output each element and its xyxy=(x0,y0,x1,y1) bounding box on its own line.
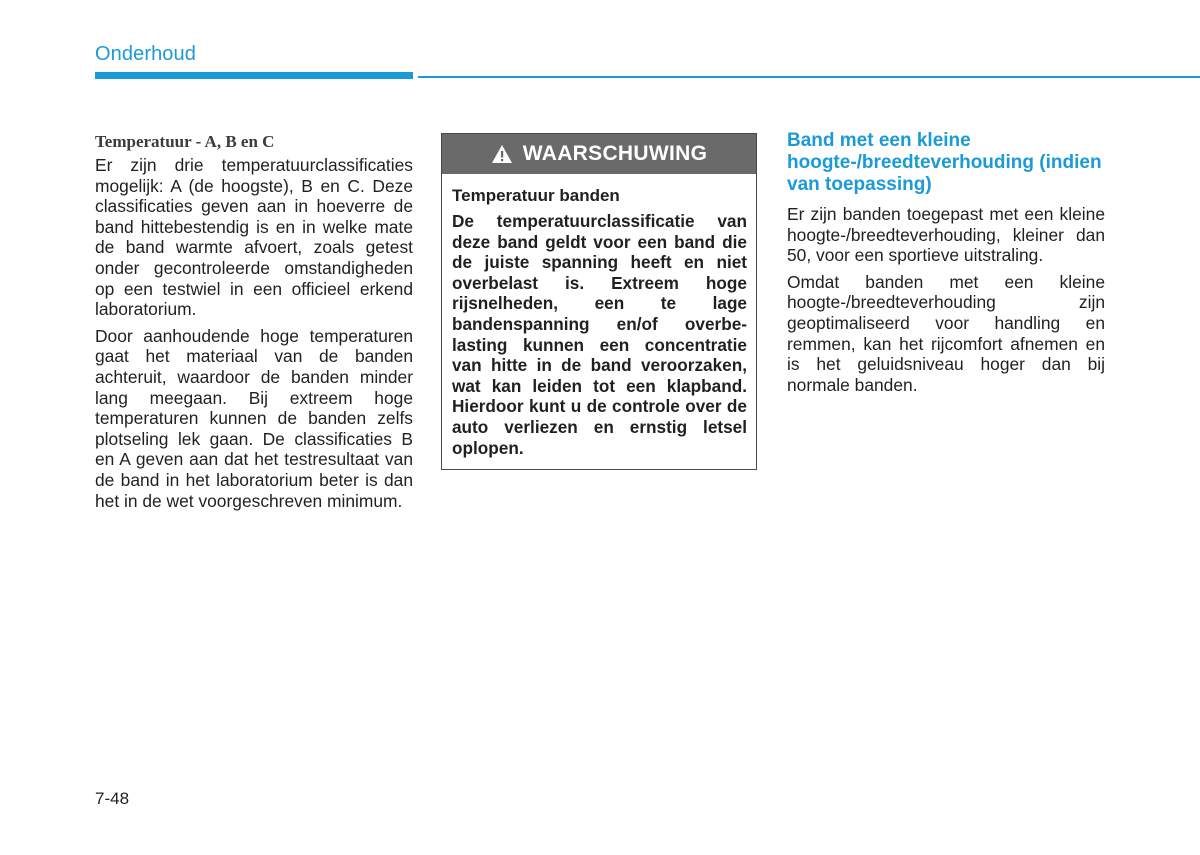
section-title: Onderhoud xyxy=(95,43,196,65)
warning-triangle-icon xyxy=(491,144,513,164)
page-number: 7-48 xyxy=(95,789,130,808)
temperature-subheading: Temperatuur - A, B en C xyxy=(95,132,275,151)
paragraph: Omdat banden met een kleine hoogte-/breedteverhouding zijn geoptimaliseerd voor handling en remmen, kan het rijcomfort afnemen en is het geluidsniveau hoger dan bij normale banden. xyxy=(787,271,1105,395)
low-profile-heading: Band met een kleine hoogte-/breedteverhouding (indien van toepassing) xyxy=(787,130,1102,195)
paragraph: Er zijn drie temperatuurclassificaties mogelijk: A (de hoogste), B en C. Deze classificaties geven aan in hoeverre de band hittebestendig is en in welke mate de band warmte afvoert, zoals getest onder gecontroleerde omstandigheden op een testwiel in een officieel erkend laboratorium. xyxy=(95,155,413,320)
paragraph: Door aanhoudende hoge temperaturen gaat het materiaal van de banden achteruit, waardoor de banden minder lang meegaan. Bij extreem hoge temperaturen kunnen de banden zelfs plotseling lek gaan. De classificaties B en A geven aan dat het testresultaat van de band in het laboratorium beter is dan het in de wet voorgeschreven minimum. xyxy=(95,325,413,511)
warning-header xyxy=(442,134,756,174)
left-column xyxy=(95,132,413,517)
right-column xyxy=(787,130,1105,401)
header-rule-thick xyxy=(95,72,413,79)
warning-subheading: Temperatuur banden xyxy=(452,186,620,205)
warning-label: WAARSCHUWING xyxy=(522,142,708,165)
warning-body xyxy=(442,174,756,458)
paragraph: Er zijn banden toegepast met een kleine hoogte-/breedteverhouding, kleiner dan 50, voor een sportieve uitstraling. xyxy=(787,204,1105,266)
header-rule-thin xyxy=(418,76,1200,78)
warning-box xyxy=(441,133,757,470)
warning-text: De temperatuurclassificatie van deze band geldt voor een band die de juiste spanning heeft en niet overbelast is. Extreem hoge rijsnelheden, een te lage bandenspanning en/of overbelasting kunnen een concentratie van hitte in de band veroorzaken, wat kan leiden tot een klapband. Hierdoor kunt u de controle over de auto verliezen en ernstig letsel oplopen. xyxy=(452,211,747,458)
